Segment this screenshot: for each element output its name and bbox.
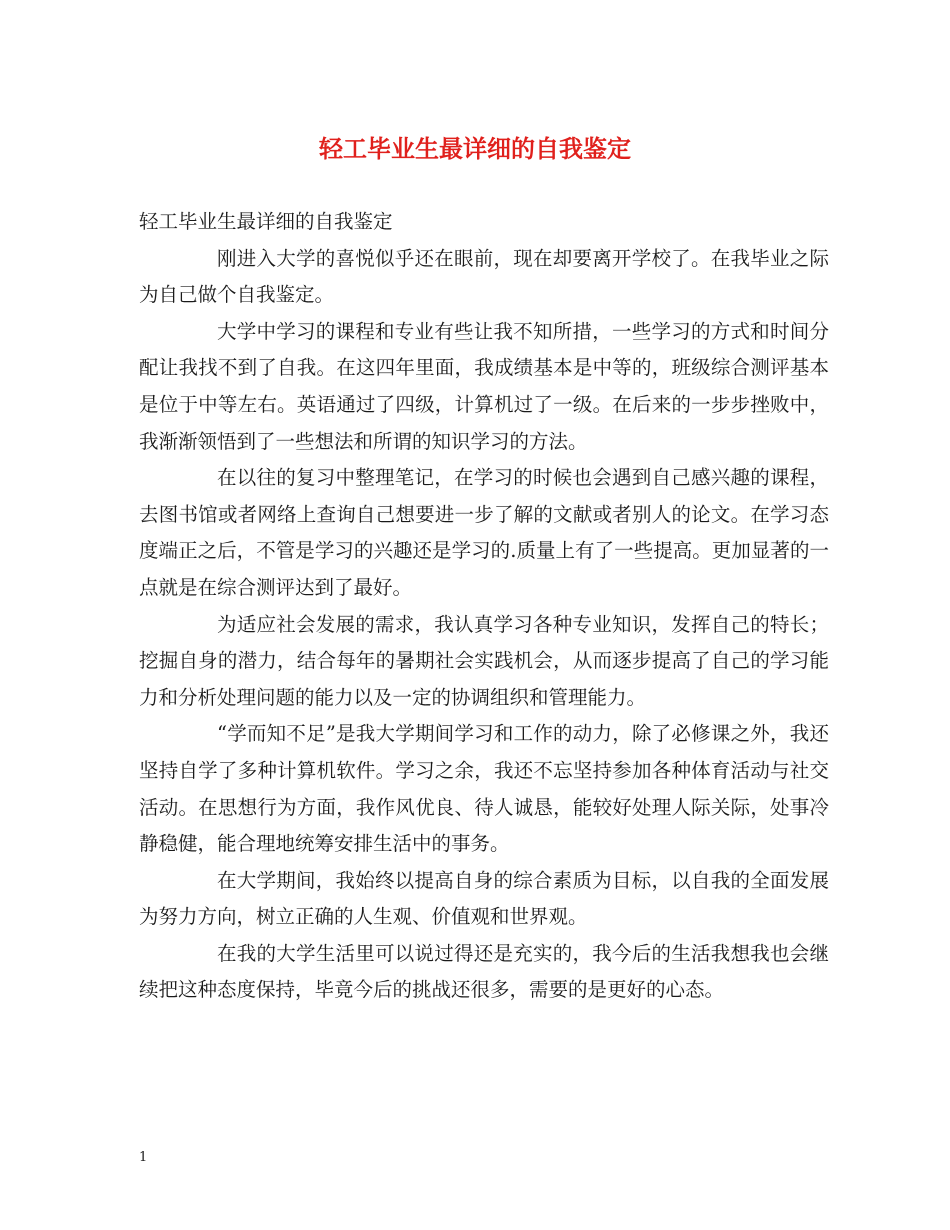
page-number: 1 [139,1150,148,1165]
paragraph-3: 在以往的复习中整理笔记，在学习的时候也会遇到自己感兴趣的课程，去图书馆或者网络上查询自己想要进一步了解的文献或者别人的论文。在学习态度端正之后，不管是学习的兴趣还是学习的.质量上有了一些提高。更加显著的一点就是在综合测评达到了最好。 [139,466,829,599]
paragraph-6: 在大学期间，我始终以提高自身的综合素质为目标，以自我的全面发展为努力方向，树立正确的人生观、价值观和世界观。 [139,868,829,929]
document-body [139,204,829,1009]
paragraph-7: 在我的大学生活里可以说过得还是充实的，我今后的生活我想我也会继续把这种态度保持，毕竟今后的挑战还很多，需要的是更好的心态。 [139,941,829,1002]
paragraph-1: 刚进入大学的喜悦似乎还在眼前，现在却要离开学校了。在我毕业之际为自己做个自我鉴定。 [139,246,829,307]
paragraph-4: 为适应社会发展的需求，我认真学习各种专业知识，发挥自己的特长；挖掘自身的潜力，结合每年的暑期社会实践机会，从而逐步提高了自己的学习能力和分析处理问题的能力以及一定的协调组织和管理能力。 [139,612,829,709]
paragraph-5: “学而知不足”是我大学期间学习和工作的动力，除了必修课之外，我还坚持自学了多种计算机软件。学习之余，我还不忘坚持参加各种体育活动与社交活动。在思想行为方面，我作风优良、待人诚恳，能较好处理人际关际，处事冷静稳健，能合理地统筹安排生活中的事务。 [139,722,829,856]
paragraph-2: 大学中学习的课程和专业有些让我不知所措，一些学习的方式和时间分配让我找不到了自我。在这四年里面，我成绩基本是中等的，班级综合测评基本是位于中等左右。英语通过了四级，计算机过了一级。在后来的一步步挫败中，我渐渐领悟到了一些想法和所谓的知识学习的方法。 [139,319,829,453]
page-title: 轻工毕业生最详细的自我鉴定 [319,134,631,163]
document-subtitle: 轻工毕业生最详细的自我鉴定 [139,210,393,233]
